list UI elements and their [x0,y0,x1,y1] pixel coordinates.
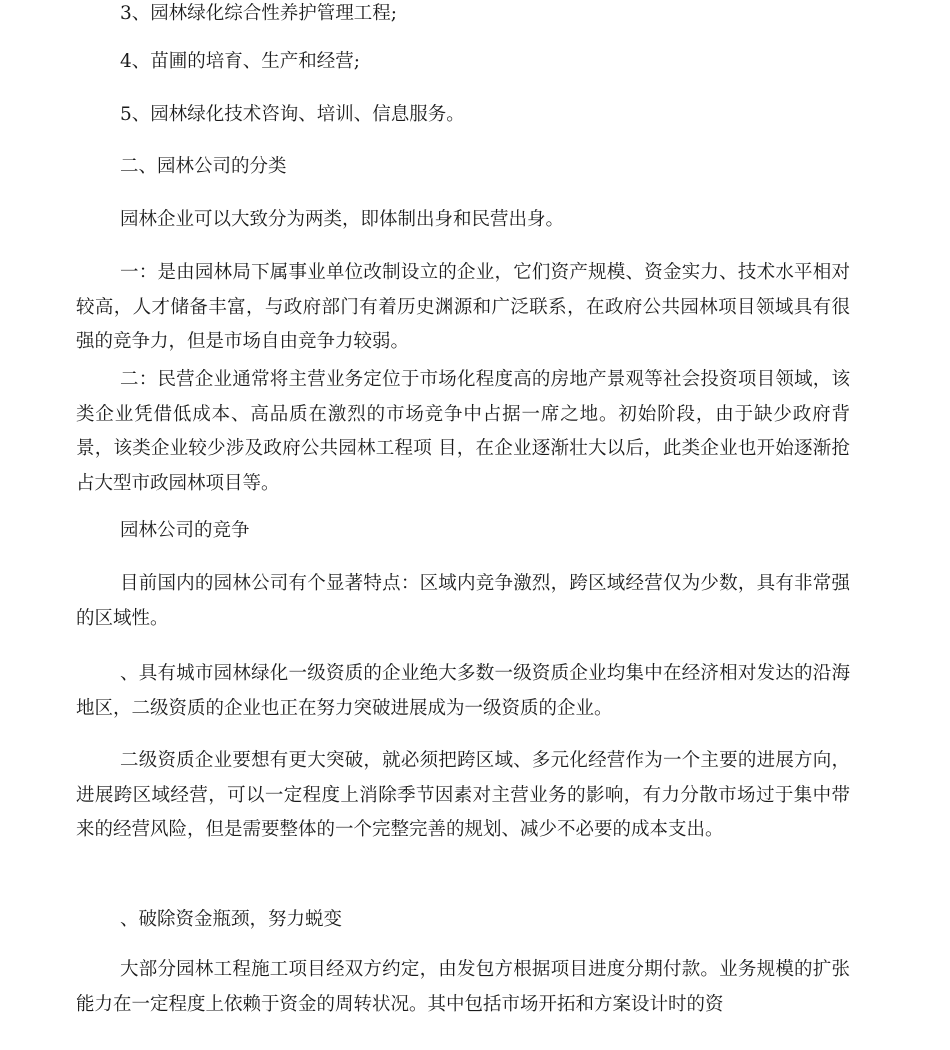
paragraph-type-two: 二：民营企业通常将主营业务定位于市场化程度高的房地产景观等社会投资项目领域，该类企业凭借低成本、高品质在激烈的市场竞争中占据一席之地。初始阶段，由于缺少政府背景，该类企业较少涉及政府公共园林工程项 目，在企业逐渐壮大以后，此类企业也开始逐渐抢占大型市政园林项目等。 [76,369,850,494]
paragraph-classification-intro: 园林企业可以大致分为两类，即体制出身和民营出身。 [120,209,565,230]
paragraph-capital-body: 大部分园林工程施工项目经双方约定，由发包方根据项目进度分期付款。业务规模的扩张能力在一定程度上依赖于资金的周转状况。其中包括市场开拓和方案设计时的资 [76,959,850,1015]
list-item-maintenance: 3、园林绿化综合性养护管理工程; [120,3,398,24]
paragraph-point-one: 、具有城市园林绿化一级资质的企业绝大多数一级资质企业均集中在经济相对发达的沿海地区，二级资质的企业也正在努力突破进展成为一级资质的企业。 [76,663,850,719]
list-item-consulting: 5、园林绿化技术咨询、培训、信息服务。 [120,104,465,125]
section-heading-capital: 、破除资金瓶颈，努力蜕变 [120,909,343,930]
section-heading-classification: 二、园林公司的分类 [120,156,287,177]
section-heading-competition: 园林公司的竞争 [120,520,250,541]
paragraph-type-one: 一：是由园林局下属事业单位改制设立的企业，它们资产规模、资金实力、技术水平相对较高，人才储备丰富，与政府部门有着历史渊源和广泛联系，在政府公共园林项目领域具有很强的竞争力，但是市场自由竞争力较弱。 [76,262,850,352]
paragraph-point-one-detail: 二级资质企业要想有更大突破，就必须把跨区域、多元化经营作为一个主要的进展方向，进展跨区域经营，可以一定程度上消除季节因素对主营业务的影响，有力分散市场过于集中带来的经营风险，但是需要整体的一个完整完善的规划、减少不必要的成本支出。 [76,750,850,840]
paragraph-competition-intro: 目前国内的园林公司有个显著特点：区域内竞争激烈，跨区域经营仅为少数，具有非常强的区域性。 [76,573,850,629]
list-item-nursery: 4、苗圃的培育、生产和经营; [120,51,361,72]
